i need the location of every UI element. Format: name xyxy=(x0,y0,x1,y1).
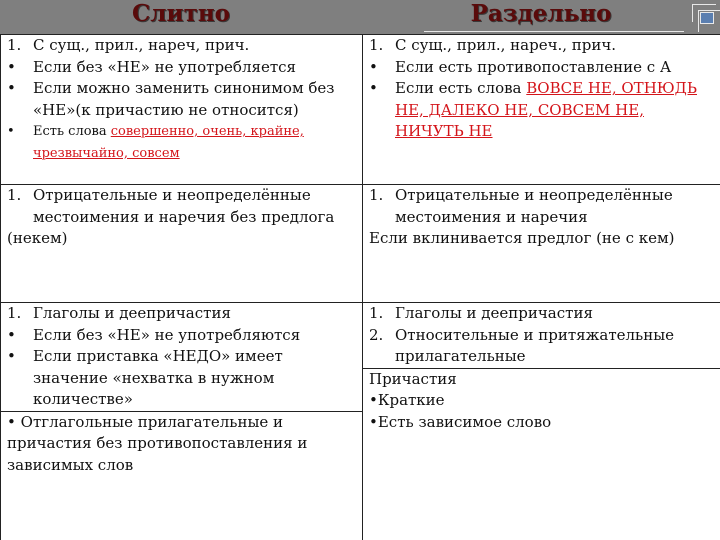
bullet-icon: • xyxy=(7,79,16,97)
item-text: Глаголы и деепричастия xyxy=(395,304,593,322)
list-number: 1. xyxy=(7,36,22,54)
cell-row3-right xyxy=(363,303,720,540)
item-text: Если без «НЕ» не употребляется xyxy=(33,57,296,76)
cell-row1-left xyxy=(1,35,363,185)
list-item xyxy=(369,185,716,228)
cell-row2-left xyxy=(1,185,363,303)
bullet-icon: • xyxy=(369,57,378,76)
list-item xyxy=(7,346,358,411)
item-text: Есть слова xyxy=(33,124,111,139)
bullet-icon: • xyxy=(7,412,16,431)
header-right-title: Раздельно xyxy=(470,0,612,27)
item-text: Краткие xyxy=(377,391,445,409)
item-text: Причастия xyxy=(369,369,457,388)
list-item xyxy=(7,303,358,325)
item-text: Относительные и притяжательные прилагательные xyxy=(395,325,675,365)
cell-row1-right xyxy=(363,35,720,185)
item-text: Глаголы и деепричастия xyxy=(33,304,231,322)
list-item xyxy=(369,57,716,79)
item-text: Если приставка «НЕДО» имеет значение «нехватка в нужном количестве» xyxy=(33,347,283,408)
list-item xyxy=(7,325,358,347)
item-text: Есть зависимое слово xyxy=(377,412,552,431)
table-row xyxy=(1,35,720,185)
list-number: 1. xyxy=(7,304,22,322)
list-item xyxy=(369,390,716,412)
example-text: (некем) xyxy=(7,229,68,247)
list-item xyxy=(7,185,358,228)
decorative-line xyxy=(424,31,684,32)
bullet-icon: • xyxy=(369,412,378,431)
rules-table xyxy=(0,34,720,540)
list-item xyxy=(369,325,716,368)
bullet-icon: • xyxy=(7,347,16,365)
item-text: Если вклинивается предлог (не с кем) xyxy=(369,229,675,247)
item-text: Если без «НЕ» не употребляются xyxy=(33,325,301,344)
list-item xyxy=(7,35,358,57)
list-item xyxy=(7,78,358,121)
item-text: Если есть слова xyxy=(395,79,527,97)
list-number: 1. xyxy=(7,186,22,204)
paragraph xyxy=(363,368,720,391)
list-item xyxy=(7,57,358,79)
item-text: Отрицательные и неопределённые местоимения и наречия без предлога xyxy=(33,186,335,226)
bullet-icon: • xyxy=(7,325,16,344)
cell-row2-right xyxy=(363,185,720,303)
list-item xyxy=(369,35,716,57)
table-row xyxy=(1,185,720,303)
item-text: Если есть противопоставление с А xyxy=(395,57,672,76)
item-text: Отглагольные прилагательные и причастия без противопоставления и зависимых слов xyxy=(7,412,308,474)
paragraph xyxy=(369,228,716,250)
corner-decoration-icon xyxy=(682,0,720,34)
table-header xyxy=(0,0,720,34)
item-text: С сущ., прил., нареч, прич. xyxy=(33,36,250,54)
header-left-title: Слитно xyxy=(131,0,230,27)
list-number: 1. xyxy=(369,36,384,54)
list-item xyxy=(7,121,358,164)
list-item xyxy=(369,78,716,143)
highlighted-words: ВОВСЕ НЕ, ОТНЮДЬ НЕ, ДАЛЕКО НЕ, СОВСЕМ НЕ, НИЧУТЬ НЕ xyxy=(395,79,697,140)
cell-row3-left xyxy=(1,303,363,540)
item-text: С сущ., прил., нареч., прич. xyxy=(395,36,617,54)
table-row xyxy=(1,303,720,540)
list-item xyxy=(369,303,716,325)
list-number: 2. xyxy=(369,325,384,344)
bullet-icon: • xyxy=(369,391,378,409)
bullet-icon: • xyxy=(7,57,16,76)
highlighted-words: совершенно, очень, крайне, чрезвычайно, совсем xyxy=(33,124,304,161)
item-text: Если можно заменить синонимом без «НЕ»(к причастию не относится) xyxy=(33,79,335,119)
bullet-icon: • xyxy=(7,124,15,139)
item-text: Отрицательные и неопределённые местоимения и наречия xyxy=(395,186,673,226)
list-number: 1. xyxy=(369,304,384,322)
list-item xyxy=(369,412,716,434)
paragraph xyxy=(1,411,362,477)
bullet-icon: • xyxy=(369,79,378,97)
list-number: 1. xyxy=(369,186,384,204)
